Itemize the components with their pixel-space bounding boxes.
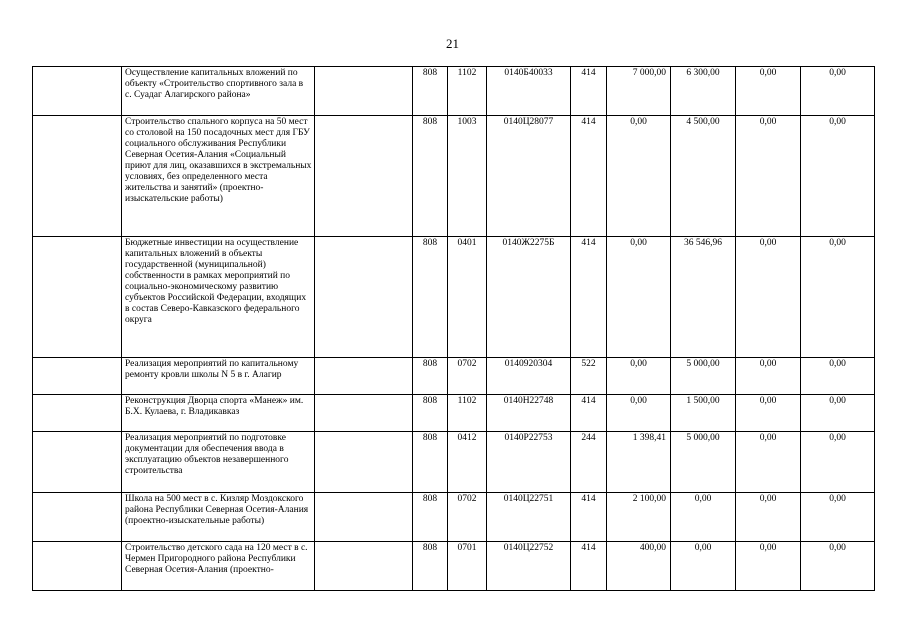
value-1: 0,00 bbox=[607, 237, 671, 358]
empty-cell bbox=[33, 493, 122, 542]
budget-table bbox=[32, 66, 875, 591]
kind-code: 414 bbox=[571, 493, 607, 542]
value-4: 0,00 bbox=[801, 237, 875, 358]
item-name: Школа на 500 мест в с. Кизляр Моздокского района Республики Северная Осетия-Алания (проектно-изыскательные работы) bbox=[122, 493, 315, 542]
ministry-code: 808 bbox=[413, 116, 448, 237]
section-code: 0401 bbox=[448, 237, 487, 358]
value-4: 0,00 bbox=[801, 116, 875, 237]
value-4: 0,00 bbox=[801, 395, 875, 432]
target-code: 0140Р22753 bbox=[487, 432, 571, 493]
value-2: 5 000,00 bbox=[671, 358, 736, 395]
value-3: 0,00 bbox=[736, 395, 801, 432]
empty-cell bbox=[315, 432, 413, 493]
value-1: 400,00 bbox=[607, 542, 671, 591]
kind-code: 244 bbox=[571, 432, 607, 493]
value-3: 0,00 bbox=[736, 67, 801, 116]
target-code: 0140Ц22751 bbox=[487, 493, 571, 542]
ministry-code: 808 bbox=[413, 432, 448, 493]
section-code: 1102 bbox=[448, 395, 487, 432]
table-row bbox=[33, 358, 875, 395]
ministry-code: 808 bbox=[413, 395, 448, 432]
item-name: Строительство спального корпуса на 50 мест со столовой на 150 посадочных мест для ГБУ социального обслуживания Республики Северная Осетия-Алания «Социальный приют для лиц, оказавшихся в экстремальных условиях, без определенного места жительства и занятий» (проектно-изыскательские работы) bbox=[122, 116, 315, 237]
empty-cell bbox=[33, 432, 122, 493]
target-code: 0140Ц22752 bbox=[487, 542, 571, 591]
target-code: 0140Ц28077 bbox=[487, 116, 571, 237]
value-3: 0,00 bbox=[736, 542, 801, 591]
value-2: 0,00 bbox=[671, 493, 736, 542]
value-3: 0,00 bbox=[736, 432, 801, 493]
value-4: 0,00 bbox=[801, 358, 875, 395]
value-4: 0,00 bbox=[801, 67, 875, 116]
empty-cell bbox=[33, 67, 122, 116]
value-1: 2 100,00 bbox=[607, 493, 671, 542]
ministry-code: 808 bbox=[413, 493, 448, 542]
table-row bbox=[33, 542, 875, 591]
section-code: 0702 bbox=[448, 358, 487, 395]
item-name: Реализация мероприятий по подготовке документации для обеспечения ввода в эксплуатацию объектов незавершенного строительства bbox=[122, 432, 315, 493]
ministry-code: 808 bbox=[413, 358, 448, 395]
empty-cell bbox=[315, 395, 413, 432]
value-3: 0,00 bbox=[736, 358, 801, 395]
empty-cell bbox=[33, 237, 122, 358]
section-code: 0412 bbox=[448, 432, 487, 493]
kind-code: 522 bbox=[571, 358, 607, 395]
value-2: 4 500,00 bbox=[671, 116, 736, 237]
kind-code: 414 bbox=[571, 237, 607, 358]
ministry-code: 808 bbox=[413, 67, 448, 116]
empty-cell bbox=[315, 237, 413, 358]
table-row bbox=[33, 116, 875, 237]
empty-cell bbox=[33, 116, 122, 237]
section-code: 1102 bbox=[448, 67, 487, 116]
table-row bbox=[33, 237, 875, 358]
empty-cell bbox=[315, 542, 413, 591]
value-3: 0,00 bbox=[736, 493, 801, 542]
value-2: 5 000,00 bbox=[671, 432, 736, 493]
empty-cell bbox=[315, 116, 413, 237]
value-3: 0,00 bbox=[736, 237, 801, 358]
empty-cell bbox=[33, 395, 122, 432]
value-2: 0,00 bbox=[671, 542, 736, 591]
table-row bbox=[33, 493, 875, 542]
empty-cell bbox=[33, 542, 122, 591]
page-number: 21 bbox=[446, 36, 459, 51]
value-4: 0,00 bbox=[801, 493, 875, 542]
section-code: 1003 bbox=[448, 116, 487, 237]
kind-code: 414 bbox=[571, 116, 607, 237]
section-code: 0701 bbox=[448, 542, 487, 591]
value-1: 0,00 bbox=[607, 116, 671, 237]
item-name: Осуществление капитальных вложений по объекту «Строительство спортивного зала в с. Суадаг Алагирского района» bbox=[122, 67, 315, 116]
ministry-code: 808 bbox=[413, 542, 448, 591]
empty-cell bbox=[315, 67, 413, 116]
value-1: 7 000,00 bbox=[607, 67, 671, 116]
item-name: Строительство детского сада на 120 мест в с. Чермен Пригородного района Республики Северная Осетия-Алания (проектно- bbox=[122, 542, 315, 591]
value-1: 1 398,41 bbox=[607, 432, 671, 493]
target-code: 0140Ж2275Б bbox=[487, 237, 571, 358]
target-code: 0140Н22748 bbox=[487, 395, 571, 432]
item-name: Бюджетные инвестиции на осуществление капитальных вложений в объекты государственной (муниципальной) собственности в рамках мероприятий по социально-экономическому развитию субъектов Российской Федерации, входящих в состав Северо-Кавказского федерального округа bbox=[122, 237, 315, 358]
table-row bbox=[33, 67, 875, 116]
section-code: 0702 bbox=[448, 493, 487, 542]
table-row bbox=[33, 432, 875, 493]
value-2: 1 500,00 bbox=[671, 395, 736, 432]
value-2: 36 546,96 bbox=[671, 237, 736, 358]
empty-cell bbox=[33, 358, 122, 395]
ministry-code: 808 bbox=[413, 237, 448, 358]
target-code: 0140920304 bbox=[487, 358, 571, 395]
kind-code: 414 bbox=[571, 395, 607, 432]
empty-cell bbox=[315, 358, 413, 395]
value-4: 0,00 bbox=[801, 542, 875, 591]
value-2: 6 300,00 bbox=[671, 67, 736, 116]
value-3: 0,00 bbox=[736, 116, 801, 237]
item-name: Реализация мероприятий по капитальному ремонту кровли школы N 5 в г. Алагир bbox=[122, 358, 315, 395]
value-4: 0,00 bbox=[801, 432, 875, 493]
kind-code: 414 bbox=[571, 542, 607, 591]
value-1: 0,00 bbox=[607, 395, 671, 432]
empty-cell bbox=[315, 493, 413, 542]
item-name: Реконструкция Дворца спорта «Манеж» им. Б.Х. Кулаева, г. Владикавказ bbox=[122, 395, 315, 432]
kind-code: 414 bbox=[571, 67, 607, 116]
table-row bbox=[33, 395, 875, 432]
target-code: 0140Б40033 bbox=[487, 67, 571, 116]
value-1: 0,00 bbox=[607, 358, 671, 395]
